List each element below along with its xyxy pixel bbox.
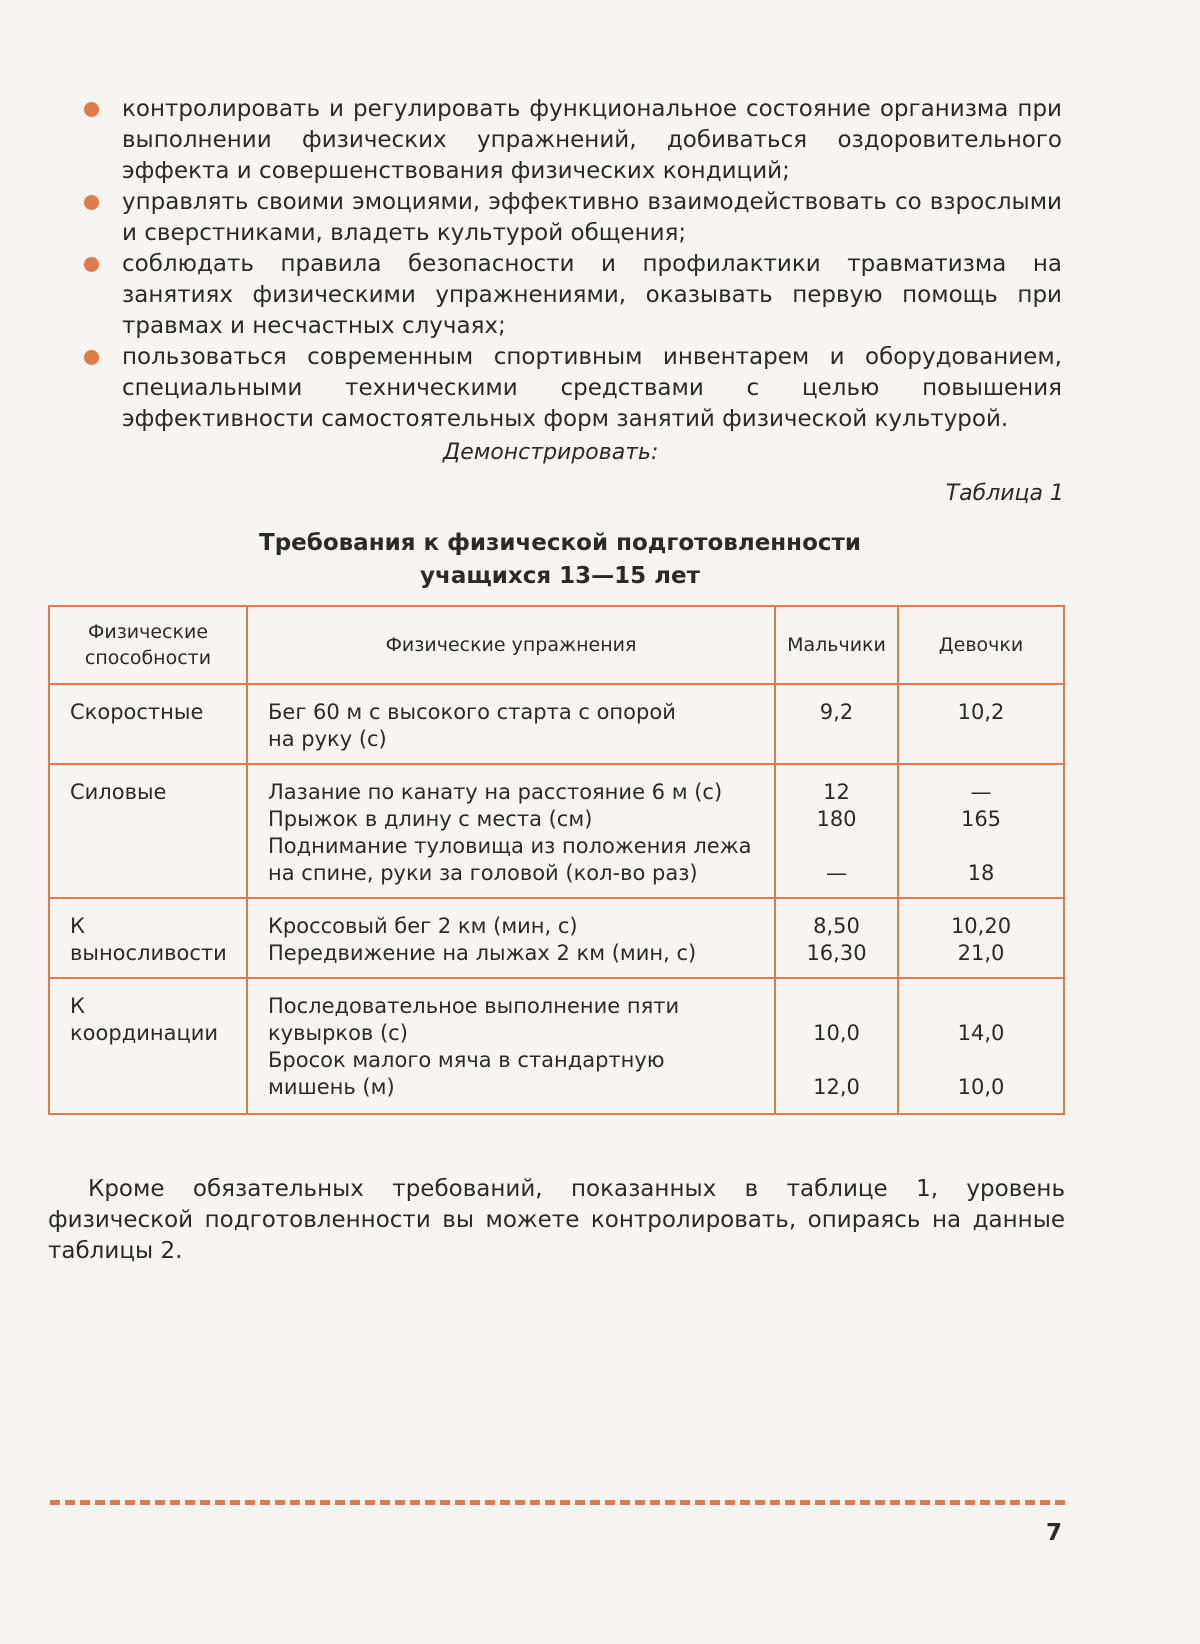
exercise-line: Поднимание туловища из положения лежа (268, 834, 752, 858)
bullet-dot-icon (84, 195, 99, 210)
exercise-line: на спине, руки за головой (кол-во раз) (268, 861, 698, 885)
list-item (84, 94, 1062, 187)
value-line: 12,0 (813, 1075, 860, 1099)
girls-cell (898, 898, 1064, 978)
table-row (49, 898, 1064, 978)
boys-cell (775, 764, 898, 898)
value-line: 14,0 (957, 1021, 1005, 1045)
boys-cell (775, 898, 898, 978)
value-line (776, 833, 897, 860)
demonstrate-heading: Демонстрировать: (443, 440, 659, 465)
exercise-line: Бег 60 м с высокого старта с опорой (268, 700, 676, 724)
value-line: 9,2 (819, 700, 854, 724)
table-row (49, 684, 1064, 764)
boys-cell (775, 684, 898, 764)
value-line: 16,30 (806, 941, 867, 965)
exercise-line: Лазание по канату на расстояние 6 м (с) (268, 780, 723, 804)
exercise-cell (247, 898, 775, 978)
value-line: — (970, 780, 992, 804)
requirements-table (48, 605, 1065, 1115)
value-line (899, 993, 1063, 1020)
boys-cell (775, 978, 898, 1114)
value-line: 8,50 (813, 914, 860, 938)
table-title-line-2: учащихся 13—15 лет (420, 563, 700, 589)
value-line: 10,2 (957, 700, 1005, 724)
page-number: 7 (1045, 1520, 1062, 1546)
bullet-text: соблюдать правила безопасности и профилактики травматизма на занятиях физическими упражнениями, оказывать первую помощь при травмах и несчастных случаях; (122, 251, 1062, 339)
value-line: 18 (967, 861, 995, 885)
value-line: 12 (823, 780, 850, 804)
table-number-label: Таблица 1 (945, 481, 1064, 506)
header-boys: Мальчики (775, 606, 898, 684)
value-line: 165 (960, 807, 1002, 831)
exercise-cell (247, 978, 775, 1114)
value-line (899, 833, 1063, 860)
list-item (84, 342, 1062, 435)
exercise-line: кувырков (с) (268, 1021, 408, 1045)
header-exercises: Физические упражнения (247, 606, 775, 684)
list-item (84, 249, 1062, 342)
girls-cell (898, 978, 1064, 1114)
value-line (776, 993, 897, 1020)
closing-paragraph: Кроме обязательных требований, показанных в таблице 1, уровень физической подготовленности вы можете контролировать, опираясь на данные таблицы 2. (48, 1176, 1065, 1264)
list-item (84, 187, 1062, 249)
exercise-line: на руку (с) (268, 727, 387, 751)
exercise-line: мишень (м) (268, 1075, 395, 1099)
value-line: — (826, 861, 847, 885)
ability-cell: Скоростные (49, 684, 247, 764)
exercise-line: Передвижение на лыжах 2 км (мин, с) (268, 941, 697, 965)
bullet-list (84, 94, 1062, 435)
value-line: 21,0 (957, 941, 1005, 965)
ability-cell: Силовые (49, 764, 247, 898)
ability-cell: К выносливости (49, 898, 247, 978)
table-title-line-1: Требования к физической подготовленности (259, 530, 861, 556)
table-row (49, 978, 1064, 1114)
exercise-line: Последовательное выполнение пяти (268, 994, 680, 1018)
ability-cell: К координации (49, 978, 247, 1114)
table-row (49, 764, 1064, 898)
header-abilities: Физические способности (49, 606, 247, 684)
exercise-line: Бросок малого мяча в стандартную (268, 1048, 665, 1072)
bullet-text: контролировать и регулировать функциональное состояние организма при выполнении физических упражнений, добиваться оздоровительного эффекта и совершенствования физических кондиций; (122, 96, 1062, 184)
exercise-line: Кроссовый бег 2 км (мин, с) (268, 914, 578, 938)
exercise-cell (247, 764, 775, 898)
exercise-line: Прыжок в длину с места (см) (268, 807, 593, 831)
bullet-dot-icon (84, 350, 99, 365)
footer-dashed-divider (50, 1500, 1065, 1505)
header-girls: Девочки (898, 606, 1064, 684)
table-header-row (49, 606, 1064, 684)
value-line: 10,0 (957, 1075, 1005, 1099)
girls-cell (898, 764, 1064, 898)
bullet-dot-icon (84, 102, 99, 117)
bullet-text: пользоваться современным спортивным инвентарем и оборудованием, специальными техническими средствами с целью повышения эффективности самостоятельных форм занятий физической культурой. (122, 344, 1062, 432)
value-line: 10,0 (813, 1021, 860, 1045)
value-line: 180 (816, 807, 857, 831)
exercise-cell (247, 684, 775, 764)
value-line: 10,20 (950, 914, 1012, 938)
value-line (776, 1047, 897, 1074)
bullet-text: управлять своими эмоциями, эффективно взаимодействовать со взрослыми и сверстниками, владеть культурой общения; (122, 189, 1062, 246)
table-title (210, 527, 910, 593)
value-line (899, 1047, 1063, 1074)
girls-cell (898, 684, 1064, 764)
bullet-dot-icon (84, 257, 99, 272)
